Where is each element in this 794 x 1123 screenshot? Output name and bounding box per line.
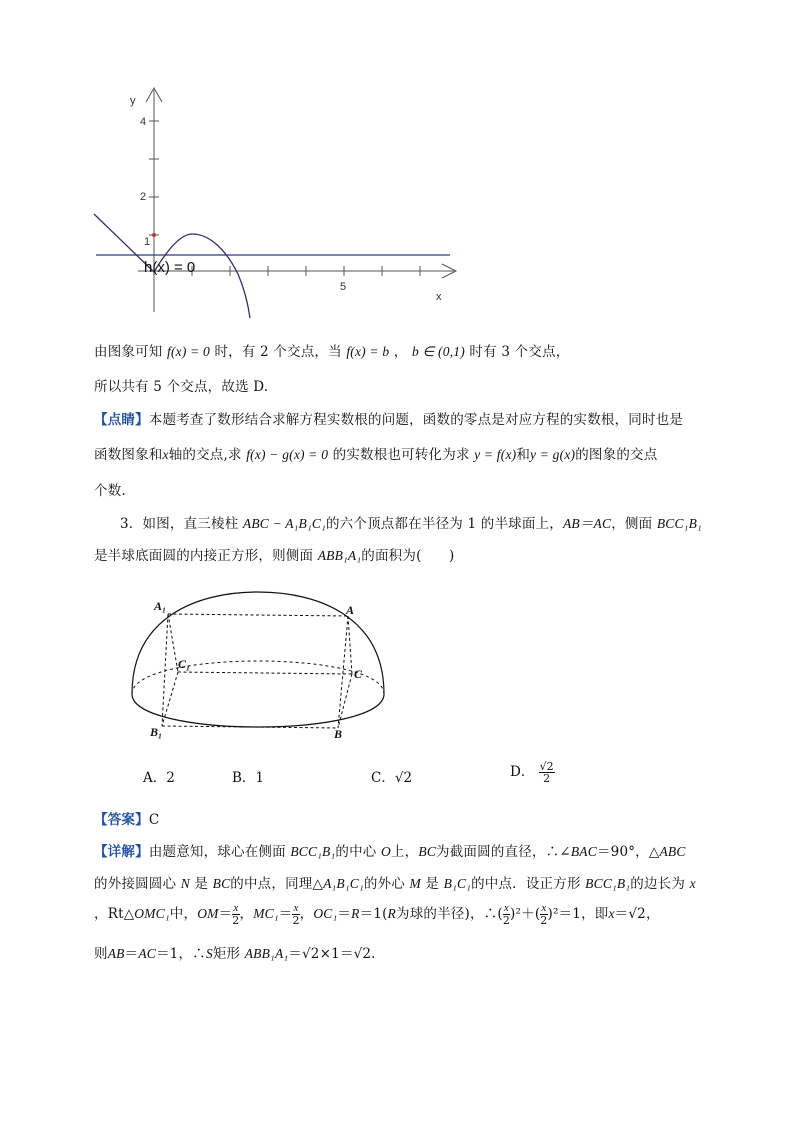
text: ＝√2， xyxy=(614,906,660,922)
text: 由题意知，球心在侧面 xyxy=(148,844,286,860)
base-ellipse-back xyxy=(132,661,384,694)
math: BCC₁B₁ xyxy=(585,876,631,891)
text: 的中点．设正方形 xyxy=(471,876,581,892)
text: 和 xyxy=(516,447,531,463)
denominator: 2 xyxy=(543,772,551,785)
math: x xyxy=(689,876,696,891)
numerator: x xyxy=(293,902,299,914)
math: R xyxy=(351,906,360,921)
option-c xyxy=(371,766,412,786)
comment-line-2 xyxy=(94,443,657,463)
math: √2 xyxy=(394,770,413,786)
text: 3．如图，直三棱柱 xyxy=(120,516,239,532)
math: OM xyxy=(197,906,219,921)
h-label: h(x) = 0 xyxy=(144,259,196,276)
text: 是 xyxy=(425,876,440,892)
math: S xyxy=(205,946,213,961)
text: 的外接圆圆心 xyxy=(94,876,177,892)
x-axis-label: x xyxy=(436,291,442,303)
comment-tag: 【点睛】 xyxy=(94,412,149,428)
detail-tag: 【详解】 xyxy=(94,844,149,860)
numerator: x xyxy=(233,902,239,914)
y-tick-label-4: 4 xyxy=(140,116,147,128)
analysis-line-2: 所以共有 5 个交点，故选 D. xyxy=(94,379,269,395)
math: R xyxy=(387,906,396,921)
text: 为截面圆的直径，∴∠ xyxy=(436,844,571,860)
label-a1: A₁ xyxy=(154,599,167,613)
math: ABB₁A₁ xyxy=(244,946,289,961)
denominator: 2 xyxy=(292,914,300,927)
math: BC xyxy=(418,844,437,859)
answer-value: C xyxy=(148,812,160,828)
option-b: B．1 xyxy=(232,770,265,786)
label-c: C xyxy=(354,667,363,681)
math: MC₁ xyxy=(253,906,279,921)
text: 的外心 xyxy=(363,876,405,892)
numerator: √2 xyxy=(539,760,554,773)
denominator: 2 xyxy=(232,914,240,927)
text: ， xyxy=(393,344,408,360)
text: 由图象可知 xyxy=(94,344,163,360)
math: N xyxy=(180,876,190,891)
text: 函数图象和 xyxy=(94,447,163,463)
fraction xyxy=(539,761,555,784)
math: M xyxy=(409,876,421,891)
text: 的面积为( ) xyxy=(361,548,455,564)
fraction xyxy=(292,903,299,926)
math: A₁B₁C₁ xyxy=(323,876,364,891)
fraction xyxy=(232,903,239,926)
text: )²＋( xyxy=(510,906,541,922)
question-line-1 xyxy=(120,512,702,532)
y-tick-label-2: 2 xyxy=(140,191,147,203)
numerator: x xyxy=(503,902,509,914)
y-tick-label-1: 1 xyxy=(144,236,151,248)
math: y = g(x) xyxy=(530,447,576,462)
math: ABC xyxy=(659,844,686,859)
comment-line-3: 个数. xyxy=(94,483,126,499)
text: ＝√2×1＝√2. xyxy=(288,946,376,962)
math: b ∈ (0,1) xyxy=(411,344,465,359)
text: C． xyxy=(371,770,395,786)
detail-line-3 xyxy=(94,902,660,926)
text: ＝ xyxy=(124,946,139,962)
text: ＝1，∴ xyxy=(155,946,206,962)
text: 的实数根也可转化为求 xyxy=(332,447,470,463)
x-tick-label-5: 5 xyxy=(340,281,347,293)
text: 时有 3 个交点， xyxy=(469,344,570,360)
math: O xyxy=(381,844,391,859)
function-graph xyxy=(88,84,468,320)
text: 是半球底面圆的内接正方形，则侧面 xyxy=(94,548,314,564)
text: 时，有 2 个交点，当 xyxy=(214,344,342,360)
math: OMC₁ xyxy=(134,906,170,921)
text: ＝ xyxy=(218,906,233,922)
text: 的中心 xyxy=(335,844,377,860)
detail-line-4 xyxy=(94,942,376,962)
math: ABC − A₁B₁C₁ xyxy=(242,516,326,531)
label-c1: C₁ xyxy=(178,657,191,671)
text: ＝ xyxy=(278,906,293,922)
text: 矩形 xyxy=(212,946,241,962)
math: f(x) − g(x) = 0 xyxy=(246,447,329,462)
label-a: A xyxy=(346,603,355,617)
question-line-2 xyxy=(94,544,454,564)
text: 则 xyxy=(94,946,108,962)
math: B₁C₁ xyxy=(443,876,472,891)
text: 的边长为 xyxy=(630,876,686,892)
text: ＝90°，△ xyxy=(596,844,660,860)
math: x xyxy=(162,447,169,462)
analysis-line-1 xyxy=(94,340,569,360)
y-axis-label: y xyxy=(130,95,136,107)
detail-line-1 xyxy=(94,840,686,860)
math: AB＝AC xyxy=(562,516,612,531)
text: ，侧面 xyxy=(611,516,653,532)
comment-line-1 xyxy=(94,408,683,428)
math: BC xyxy=(212,876,231,891)
text: 是 xyxy=(194,876,209,892)
math: AB xyxy=(107,946,125,961)
text: ， xyxy=(299,906,314,922)
numerator: x xyxy=(541,902,547,914)
label-b: B xyxy=(334,727,343,741)
option-d xyxy=(510,760,555,784)
math: f(x) = b xyxy=(346,344,390,359)
text: ，Rt△ xyxy=(94,906,135,922)
text: 的图象的交点 xyxy=(575,447,658,463)
fraction xyxy=(503,903,510,926)
answer-tag: 【答案】 xyxy=(94,812,149,828)
denominator: 2 xyxy=(502,914,511,927)
math: BCC₁B₁ xyxy=(290,844,336,859)
math: x xyxy=(608,906,615,921)
math: f(x) = 0 xyxy=(167,344,210,359)
answer-line xyxy=(94,808,159,828)
text: 本题考查了数形结合求解方程实数根的问题，函数的零点是对应方程的实数根，同时也是 xyxy=(148,412,684,428)
hemisphere-figure xyxy=(126,588,390,746)
text: 轴的交点,求 xyxy=(168,447,242,463)
text: D． xyxy=(510,764,535,780)
text: 的中点，同理△ xyxy=(230,876,324,892)
detail-line-2 xyxy=(94,872,696,892)
text: 的六个顶点都在半径为 1 的半球面上， xyxy=(325,516,563,532)
text: ， xyxy=(239,906,254,922)
text: 为球的半径)，∴( xyxy=(396,906,503,922)
math: OC₁ xyxy=(313,906,338,921)
fraction xyxy=(540,903,547,926)
text: ＝ xyxy=(337,906,352,922)
math: AC xyxy=(138,946,156,961)
label-b1: B₁ xyxy=(150,725,163,739)
text: )²＝1，即 xyxy=(547,906,609,922)
prism-edges xyxy=(162,614,352,728)
math: y = f(x) xyxy=(474,447,517,462)
point-marker xyxy=(152,233,156,237)
math: BCC₁B₁ xyxy=(656,516,702,531)
text: 上， xyxy=(390,844,419,860)
text: 中， xyxy=(169,906,198,922)
text: ＝1( xyxy=(359,906,388,922)
math: ABB₁A₁ xyxy=(317,548,362,563)
option-a: A．2 xyxy=(143,770,175,786)
math: BAC xyxy=(570,844,597,859)
denominator: 2 xyxy=(540,914,548,927)
